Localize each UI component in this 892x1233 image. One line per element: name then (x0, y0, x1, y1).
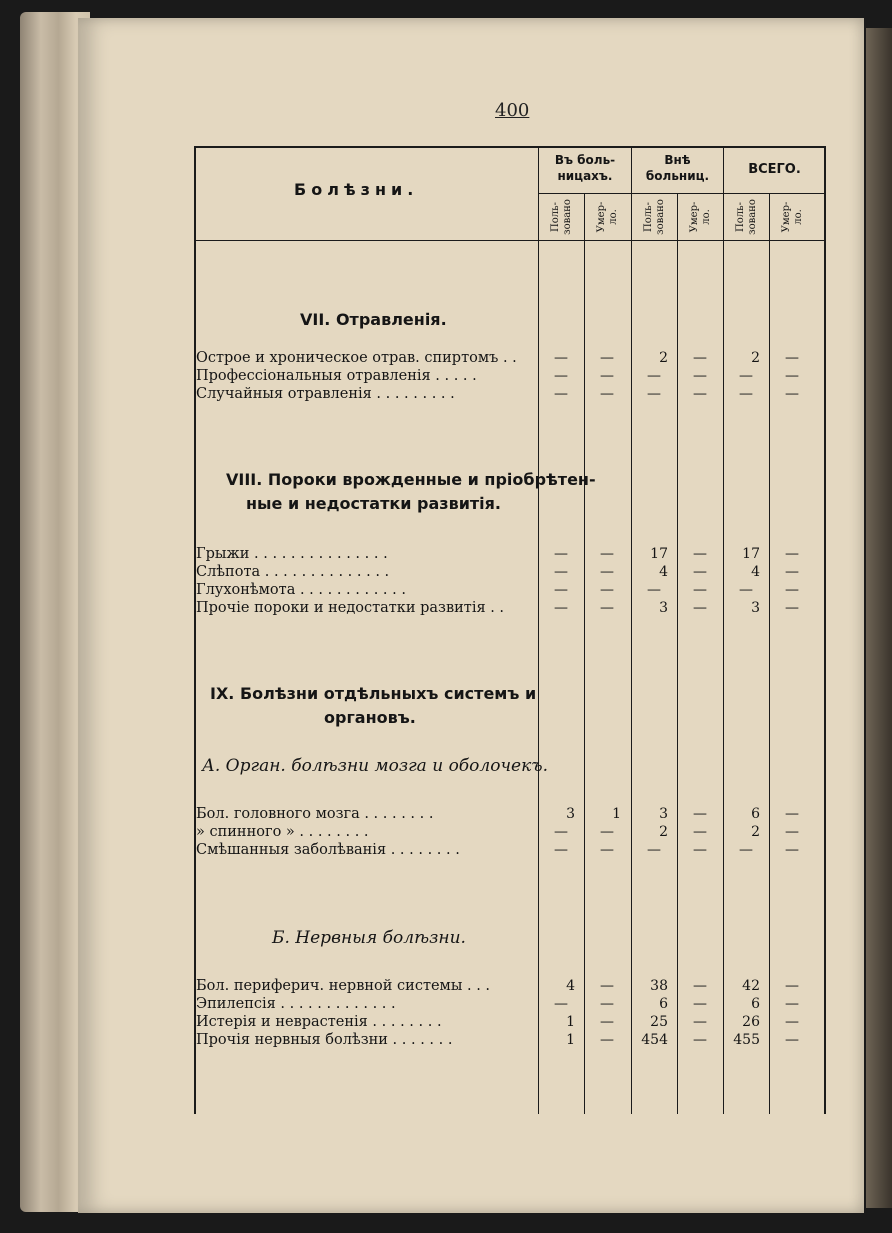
cell-tot-d: — (785, 350, 799, 366)
row-label: Случайныя отравленія . . . . . . . . . (196, 386, 455, 402)
col-divider-out-died (677, 193, 678, 1114)
cell-in-t: — (554, 386, 568, 402)
subheader-treated: Поль- зовано (550, 199, 573, 235)
cell-tot-t: — (739, 386, 753, 402)
cell-out-t: 17 (650, 546, 668, 562)
cell-tot-t: 4 (751, 564, 760, 580)
cell-out-d: — (693, 582, 707, 598)
cell-in-d: — (600, 824, 614, 840)
header-bottom-rule (194, 240, 825, 241)
cell-in-t: — (554, 546, 568, 562)
cell-in-d: — (600, 842, 614, 858)
cell-out-t: 454 (641, 1032, 668, 1048)
cell-out-d: — (693, 350, 707, 366)
cell-in-d: — (600, 386, 614, 402)
row-label: Глухонѣмота . . . . . . . . . . . . (196, 582, 406, 598)
cell-out-t: — (647, 368, 661, 384)
cell-out-d: — (693, 564, 707, 580)
table-top-rule (194, 146, 825, 148)
cell-out-t: 4 (659, 564, 668, 580)
cell-tot-d: — (785, 368, 799, 384)
cell-tot-t: — (739, 368, 753, 384)
cell-in-t: 1 (566, 1032, 575, 1048)
cell-tot-t: 3 (751, 600, 760, 616)
cell-tot-d: — (785, 386, 799, 402)
row-label: Профессіональныя отравленія . . . . . (196, 368, 477, 384)
cell-in-d: — (600, 582, 614, 598)
subheader-died: Умер- ло. (781, 201, 804, 233)
section-viii-heading-line2: ные и недостатки развитія. (246, 494, 502, 513)
cell-in-d: — (600, 1032, 614, 1048)
cell-tot-t: 42 (742, 978, 760, 994)
cell-out-d: — (693, 546, 707, 562)
cell-out-t: 38 (650, 978, 668, 994)
statistics-table (194, 146, 825, 1114)
header-out-hospitals: Внѣ больниц. (645, 153, 710, 183)
row-label: Смѣшанныя заболѣванія . . . . . . . . (196, 842, 460, 858)
row-label: Эпилепсія . . . . . . . . . . . . . (196, 996, 396, 1012)
cell-in-d: 1 (612, 806, 621, 822)
cell-out-t: 2 (659, 350, 668, 366)
cell-in-t: — (554, 564, 568, 580)
section-ix-heading-line1: IX. Болѣзни отдѣльныхъ системъ и (210, 684, 537, 703)
cell-tot-d: — (785, 824, 799, 840)
col-divider-tot-treated (723, 146, 724, 1114)
section-ix-heading-line2: органовъ. (324, 708, 416, 727)
subheader-died: Умер- ло. (596, 201, 619, 233)
cell-tot-t: 2 (751, 350, 760, 366)
cell-in-t: — (554, 582, 568, 598)
cell-in-t: 3 (566, 806, 575, 822)
subheader-treated: Поль- зовано (643, 199, 666, 235)
cell-in-d: — (600, 368, 614, 384)
cell-tot-d: — (785, 582, 799, 598)
row-label: Слѣпота . . . . . . . . . . . . . . (196, 564, 390, 580)
section-viii-heading-line1: VIII. Пороки врожденные и пріобрѣтен- (226, 470, 596, 489)
cell-out-t: — (647, 842, 661, 858)
cell-tot-d: — (785, 600, 799, 616)
subsection-b-heading: Б. Нервныя болѣзни. (272, 928, 466, 948)
cell-tot-t: 6 (751, 806, 760, 822)
cell-tot-d: — (785, 1032, 799, 1048)
cell-out-t: — (647, 582, 661, 598)
cell-out-t: 6 (659, 996, 668, 1012)
cell-tot-d: — (785, 546, 799, 562)
row-label: Бол. периферич. нервной системы . . . (196, 978, 491, 994)
cell-out-d: — (693, 1032, 707, 1048)
cell-in-t: 1 (566, 1014, 575, 1030)
cell-out-d: — (693, 386, 707, 402)
header-in-hospitals: Въ боль- ницахъ. (554, 153, 616, 183)
cell-in-d: — (600, 996, 614, 1012)
section-vii-heading: VII. Отравленія. (300, 310, 447, 329)
cell-out-d: — (693, 806, 707, 822)
book-spine-shadow (866, 28, 892, 1208)
header-total: ВСЕГО. (748, 162, 801, 177)
cell-tot-d: — (785, 1014, 799, 1030)
cell-tot-d: — (785, 842, 799, 858)
cell-tot-d: — (785, 996, 799, 1012)
cell-out-t: — (647, 386, 661, 402)
row-label: Истерія и неврастенія . . . . . . . . (196, 1014, 442, 1030)
page-number: 400 (495, 100, 530, 121)
header-diseases: Болѣзни. (294, 180, 419, 199)
cell-tot-t: 455 (733, 1032, 760, 1048)
row-label: Прочіе пороки и недостатки развитія . . (196, 600, 505, 616)
table-right-rule (824, 146, 826, 1114)
subheader-died: Умер- ло. (689, 201, 712, 233)
cell-tot-t: — (739, 582, 753, 598)
cell-tot-t: 2 (751, 824, 760, 840)
cell-out-t: 2 (659, 824, 668, 840)
cell-in-d: — (600, 350, 614, 366)
cell-tot-t: 26 (742, 1014, 760, 1030)
subsection-a-heading: А. Орган. болѣзни мозга и оболочекъ. (202, 756, 549, 776)
col-divider-out-treated (631, 146, 632, 1114)
cell-in-d: — (600, 1014, 614, 1030)
cell-tot-t: — (739, 842, 753, 858)
cell-in-t: — (554, 368, 568, 384)
cell-out-d: — (693, 824, 707, 840)
cell-tot-t: 6 (751, 996, 760, 1012)
cell-tot-d: — (785, 564, 799, 580)
row-label: » спинного » . . . . . . . . (196, 824, 369, 840)
row-label: Прочія нервныя болѣзни . . . . . . . (196, 1032, 453, 1048)
cell-out-d: — (693, 842, 707, 858)
cell-out-t: 25 (650, 1014, 668, 1030)
col-divider-in-died (584, 193, 585, 1114)
cell-out-d: — (693, 368, 707, 384)
cell-in-t: 4 (566, 978, 575, 994)
cell-out-t: 3 (659, 600, 668, 616)
row-label: Острое и хроническое отрав. спиртомъ . . (196, 350, 517, 366)
cell-in-t: — (554, 824, 568, 840)
subheader-treated: Поль- зовано (735, 199, 758, 235)
cell-in-t: — (554, 842, 568, 858)
cell-out-d: — (693, 996, 707, 1012)
cell-out-d: — (693, 600, 707, 616)
cell-tot-t: 17 (742, 546, 760, 562)
cell-out-t: 3 (659, 806, 668, 822)
col-divider-in-treated (538, 146, 539, 1114)
cell-tot-d: — (785, 806, 799, 822)
cell-in-d: — (600, 600, 614, 616)
subheader-rule (538, 193, 825, 194)
cell-in-t: — (554, 996, 568, 1012)
cell-in-d: — (600, 978, 614, 994)
col-divider-tot-died (769, 193, 770, 1114)
cell-out-d: — (693, 1014, 707, 1030)
cell-in-d: — (600, 564, 614, 580)
row-label: Бол. головного мозга . . . . . . . . (196, 806, 434, 822)
cell-out-d: — (693, 978, 707, 994)
cell-in-d: — (600, 546, 614, 562)
row-label: Грыжи . . . . . . . . . . . . . . . (196, 546, 388, 562)
table-left-rule (194, 146, 196, 1114)
cell-in-t: — (554, 600, 568, 616)
cell-in-t: — (554, 350, 568, 366)
cell-tot-d: — (785, 978, 799, 994)
